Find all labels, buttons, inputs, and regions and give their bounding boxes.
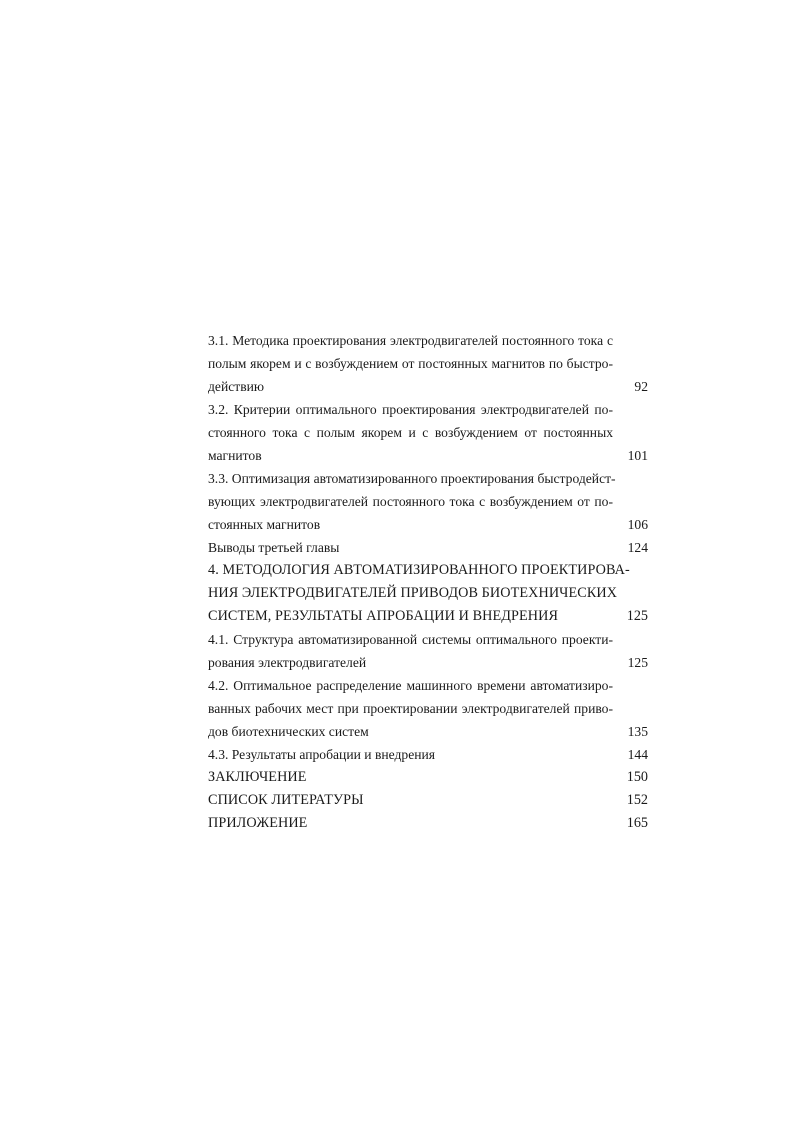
toc-entry-line: ПРИЛОЖЕНИЕ [208,815,308,831]
toc-entry-line: рования электродвигателей [208,655,367,670]
toc-entry-line: дов биотехнических систем [208,724,369,739]
toc-entry-line: 3.3. Оптимизация автоматизированного проектирования быстродейст- [208,471,616,486]
toc-entry-3-3 [208,467,648,536]
toc-page-number: 124 [627,540,648,555]
toc-page-number: 165 [626,815,648,831]
toc-entry-3-2 [208,398,648,467]
table-of-contents [208,329,648,835]
toc-entry-title [208,398,613,467]
toc-page-number: 150 [626,769,648,785]
toc-entry-line: 4.2. Оптимальное распределение машинного времени автоматизиро- [208,678,613,693]
toc-page-number: 152 [626,792,648,808]
toc-page-number: 92 [634,379,648,394]
toc-entry-line: полым якорем и с возбуждением от постоянных магнитов по быстро- [208,356,613,371]
toc-entry-4-2 [208,674,648,743]
toc-entry-line: стоянного тока с полым якорем и с возбуждением от постоянных [208,425,613,440]
toc-entry-line: Выводы третьей главы [208,540,340,555]
toc-entry-line: СИСТЕМ, РЕЗУЛЬТАТЫ АПРОБАЦИИ И ВНЕДРЕНИЯ [208,608,559,624]
toc-entry-line: вующих электродвигателей постоянного тока с возбуждением от по- [208,494,613,509]
toc-entry-references [208,789,648,812]
toc-entry-line: ванных рабочих мест при проектировании электродвигателей приво- [208,701,613,716]
toc-entry-line: магнитов [208,448,262,463]
toc-entry-line: 3.1. Методика проектирования электродвигателей постоянного тока с [208,333,613,348]
toc-page-number: 144 [627,747,648,762]
toc-entry-title [208,467,616,536]
toc-entry-line: 4.1. Структура автоматизированной системы оптимального проекти- [208,632,613,647]
toc-entry-title [208,536,613,559]
toc-entry-4-1 [208,628,648,674]
toc-entry-title [208,674,613,743]
toc-entry-line: стоянных магнитов [208,517,321,532]
toc-entry-title [208,789,613,812]
toc-entry-4-3 [208,743,648,766]
toc-page-number: 101 [627,448,648,463]
toc-entry-line: НИЯ ЭЛЕКТРОДВИГАТЕЛЕЙ ПРИВОДОВ БИОТЕХНИЧЕСКИХ [208,585,618,601]
toc-page-number: 106 [627,517,648,532]
toc-entry-line: действию [208,379,265,394]
toc-entry-line: ЗАКЛЮЧЕНИЕ [208,769,307,785]
toc-entry-title [208,559,630,628]
toc-entry-line: 4.3. Результаты апробации и внедрения [208,747,436,762]
toc-entry-3-1 [208,329,648,398]
toc-entry-line: 4. МЕТОДОЛОГИЯ АВТОМАТИЗИРОВАННОГО ПРОЕКТИРОВА- [208,562,630,578]
toc-entry-title [208,628,613,674]
toc-page-number: 125 [627,655,648,670]
toc-entry-title [208,812,613,835]
toc-entry-appendix [208,812,648,835]
toc-entry-chapter-4 [208,559,648,628]
toc-page-number: 125 [626,608,648,624]
toc-entry-conclusion [208,766,648,789]
toc-entry-line: 3.2. Критерии оптимального проектирования электродвигателей по- [208,402,613,417]
toc-entry-title [208,766,613,789]
toc-entry-line: СПИСОК ЛИТЕРАТУРЫ [208,792,364,808]
toc-entry-chapter-3-conclusions [208,536,648,559]
toc-entry-title [208,743,613,766]
toc-page-number: 135 [627,724,648,739]
toc-entry-title [208,329,613,398]
